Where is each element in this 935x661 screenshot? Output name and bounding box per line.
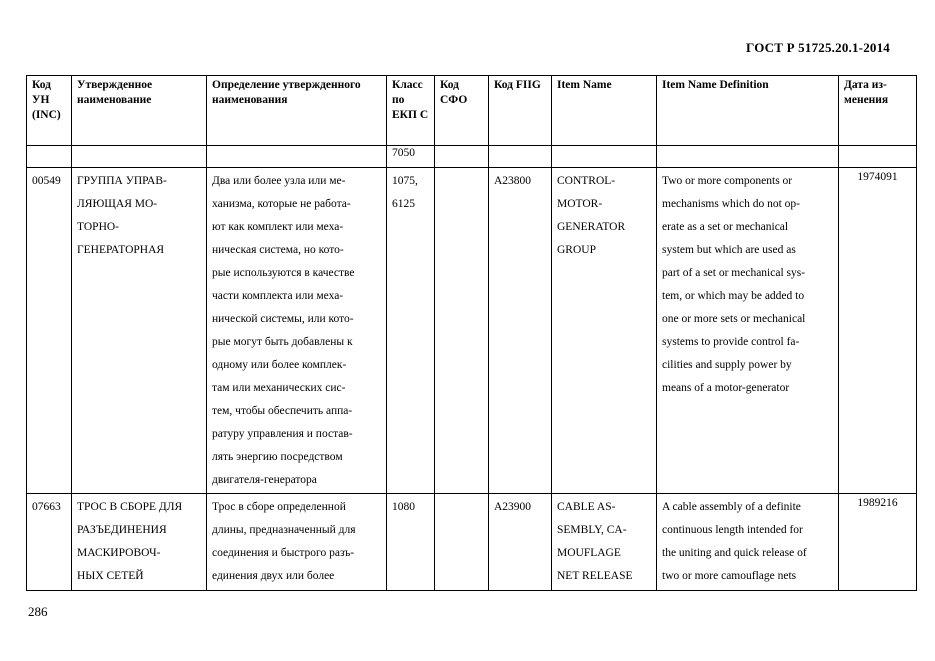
- table-row: [27, 168, 917, 494]
- cell-name: ТРОС В СБОРЕ ДЛЯ РАЗЪЕДИНЕНИЯ МАСКИРОВОЧ- НЫХ СЕТЕЙ: [72, 494, 207, 591]
- cell-fiig: A23800: [489, 168, 552, 494]
- col-header-sfo: Код СФО: [435, 76, 489, 146]
- col-header-definition: Определение утвержденного наименования: [207, 76, 387, 146]
- col-header-class: Класс по ЕКП С: [387, 76, 435, 146]
- cell-date: 1974091: [839, 168, 917, 494]
- cell-item-name: CONTROL- MOTOR- GENERATOR GROUP: [552, 168, 657, 494]
- table-header-row: [27, 76, 917, 146]
- cell-class: 1075, 6125: [387, 168, 435, 494]
- col-header-name: Утвержденное наименование: [72, 76, 207, 146]
- cell-item-definition: Two or more components or mechanisms which do not op- erate as a set or mechanical system but which are used as part of a set or mechanical sys- tem, or which may be added to one or more sets or mechanical systems to provide control fa- cilities and supply power by means of a motor-generator: [657, 168, 839, 494]
- table-row: [27, 494, 917, 591]
- cell-definition: Трос в сборе определенной длины, предназначенный для соединения и быстрого разъ- единения двух или более: [207, 494, 387, 591]
- cell-definition: Два или более узла или ме- ханизма, которые не работа- ют как комплект или меха- ническая система, но кото- рые используются в качестве части комплекта или меха- нической системы, или кото- рые могут быть добавлены к одному или более комплек- там или механических сис- тем, чтобы обеспечить аппа- ратуру управления и постав- лять энергию посредством двигателя-генератора: [207, 168, 387, 494]
- document-header: ГОСТ Р 51725.20.1-2014: [746, 40, 890, 55]
- cell-name: ГРУППА УПРАВ- ЛЯЮЩАЯ МО- ТОРНО- ГЕНЕРАТОРНАЯ: [72, 168, 207, 494]
- cell-item-name: CABLE AS- SEMBLY, CA- MOUFLAGE NET RELEASE: [552, 494, 657, 591]
- codes-table: [26, 75, 917, 591]
- cell-class: 1080: [387, 494, 435, 591]
- cell-item-definition: A cable assembly of a definite continuous length intended for the uniting and quick release of two or more camouflage nets: [657, 494, 839, 591]
- col-header-fiig: Код FIIG: [489, 76, 552, 146]
- col-header-item-definition: Item Name Definition: [657, 76, 839, 146]
- continuation-class: 7050: [387, 146, 435, 168]
- col-header-date: Дата из-менения: [839, 76, 917, 146]
- cell-inc: 07663: [27, 494, 72, 591]
- table-row-continuation: [27, 146, 917, 168]
- cell-inc: 00549: [27, 168, 72, 494]
- page-number: 286: [28, 604, 48, 619]
- cell-sfo: [435, 494, 489, 591]
- cell-date: 1989216: [839, 494, 917, 591]
- cell-fiig: A23900: [489, 494, 552, 591]
- col-header-item-name: Item Name: [552, 76, 657, 146]
- cell-sfo: [435, 168, 489, 494]
- col-header-inc: Код УН (INC): [27, 76, 72, 146]
